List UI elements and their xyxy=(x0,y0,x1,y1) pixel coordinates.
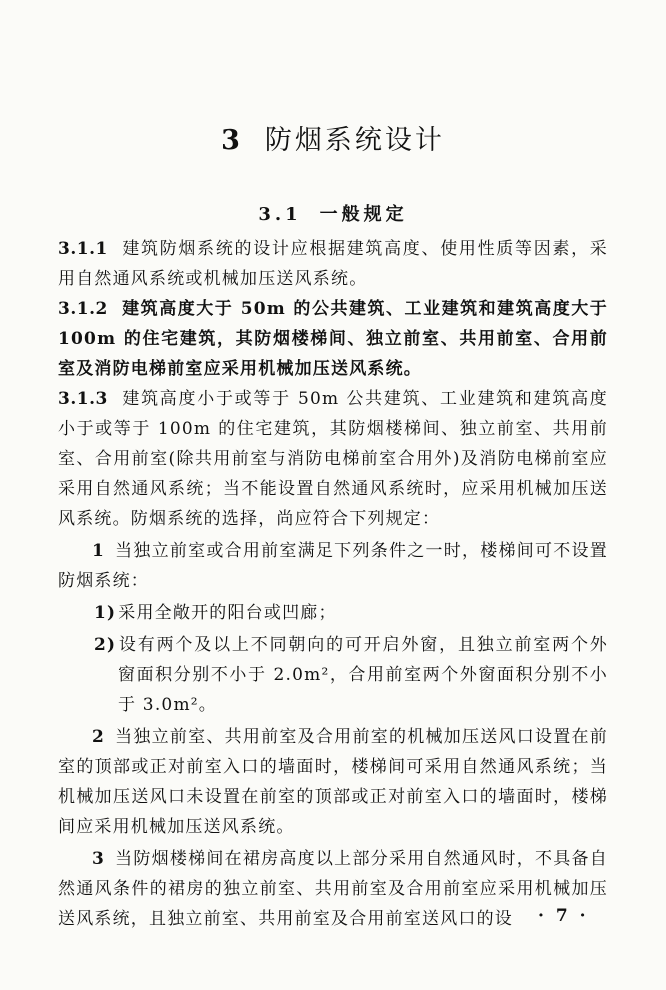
section-title: 一般规定 xyxy=(319,204,408,225)
clause-text: 建筑高度大于 50m 的公共建筑、工业建筑和建筑高度大于 100m 的住宅建筑，其防烟楼梯间、独立前室、共用前室、合用前室及消防电梯前室应采用机械加压送风系统。 xyxy=(58,299,608,379)
sub-item-text: 采用全敞开的阳台或凹廊； xyxy=(118,603,337,623)
list-item-2 xyxy=(58,722,608,842)
section-number: 3.1 xyxy=(258,204,302,225)
section-heading xyxy=(0,200,666,226)
clause-number: 3.1.3 xyxy=(58,389,108,409)
item-text: 当防烟楼梯间在裙房高度以上部分采用自然通风时，不具备自然通风条件的裙房的独立前室、共用前室及合用前室应采用机械加压送风系统，且独立前室、共用前室及合用前室送风口的设 xyxy=(58,849,608,929)
chapter-number: 3 xyxy=(221,125,243,156)
clause-3-1-2 xyxy=(58,294,608,384)
item-number: 1 xyxy=(92,541,106,561)
clause-text: 建筑高度小于或等于 50m 公共建筑、工业建筑和建筑高度小于或等于 100m 的住宅建筑，其防烟楼梯间、独立前室、共用前室、合用前室(除共用前室与消防电梯前室合用外)及消防电梯前室应采用自然通风系统；当不能设置自然通风系统时，应采用机械加压送风系统。防烟系统的选择，尚应符合下列规定： xyxy=(58,389,608,529)
item-text: 当独立前室或合用前室满足下列条件之一时，楼梯间可不设置防烟系统： xyxy=(58,541,608,591)
item-text: 当独立前室、共用前室及合用前室的机械加压送风口设置在前室的顶部或正对前室入口的墙面时，楼梯间可采用自然通风系统；当机械加压送风口未设置在前室的顶部或正对前室入口的墙面时，楼梯间应采用机械加压送风系统。 xyxy=(58,727,608,837)
chapter-title: 防烟系统设计 xyxy=(264,125,445,156)
sub-item-number: 1) xyxy=(94,603,117,623)
clause-number: 3.1.2 xyxy=(58,299,108,319)
list-item-3 xyxy=(58,844,608,934)
document-body xyxy=(58,234,608,934)
clause-text: 建筑防烟系统的设计应根据建筑高度、使用性质等因素，采用自然通风系统或机械加压送风系统。 xyxy=(58,239,608,289)
page-number: · 7 · xyxy=(538,906,589,926)
sub-item-1 xyxy=(58,598,608,628)
sub-item-text: 设有两个及以上不同朝向的可开启外窗，且独立前室两个外窗面积分别不小于 2.0m²，合用前室两个外窗面积分别不小于 3.0m²。 xyxy=(118,635,608,715)
sub-item-number: 2) xyxy=(94,635,117,655)
clause-3-1-1 xyxy=(58,234,608,294)
item-number: 3 xyxy=(92,849,106,869)
chapter-heading xyxy=(0,118,666,157)
item-number: 2 xyxy=(92,727,106,747)
list-item-1 xyxy=(58,536,608,596)
sub-item-2 xyxy=(58,630,608,720)
clause-3-1-3 xyxy=(58,384,608,534)
clause-number: 3.1.1 xyxy=(58,239,108,259)
